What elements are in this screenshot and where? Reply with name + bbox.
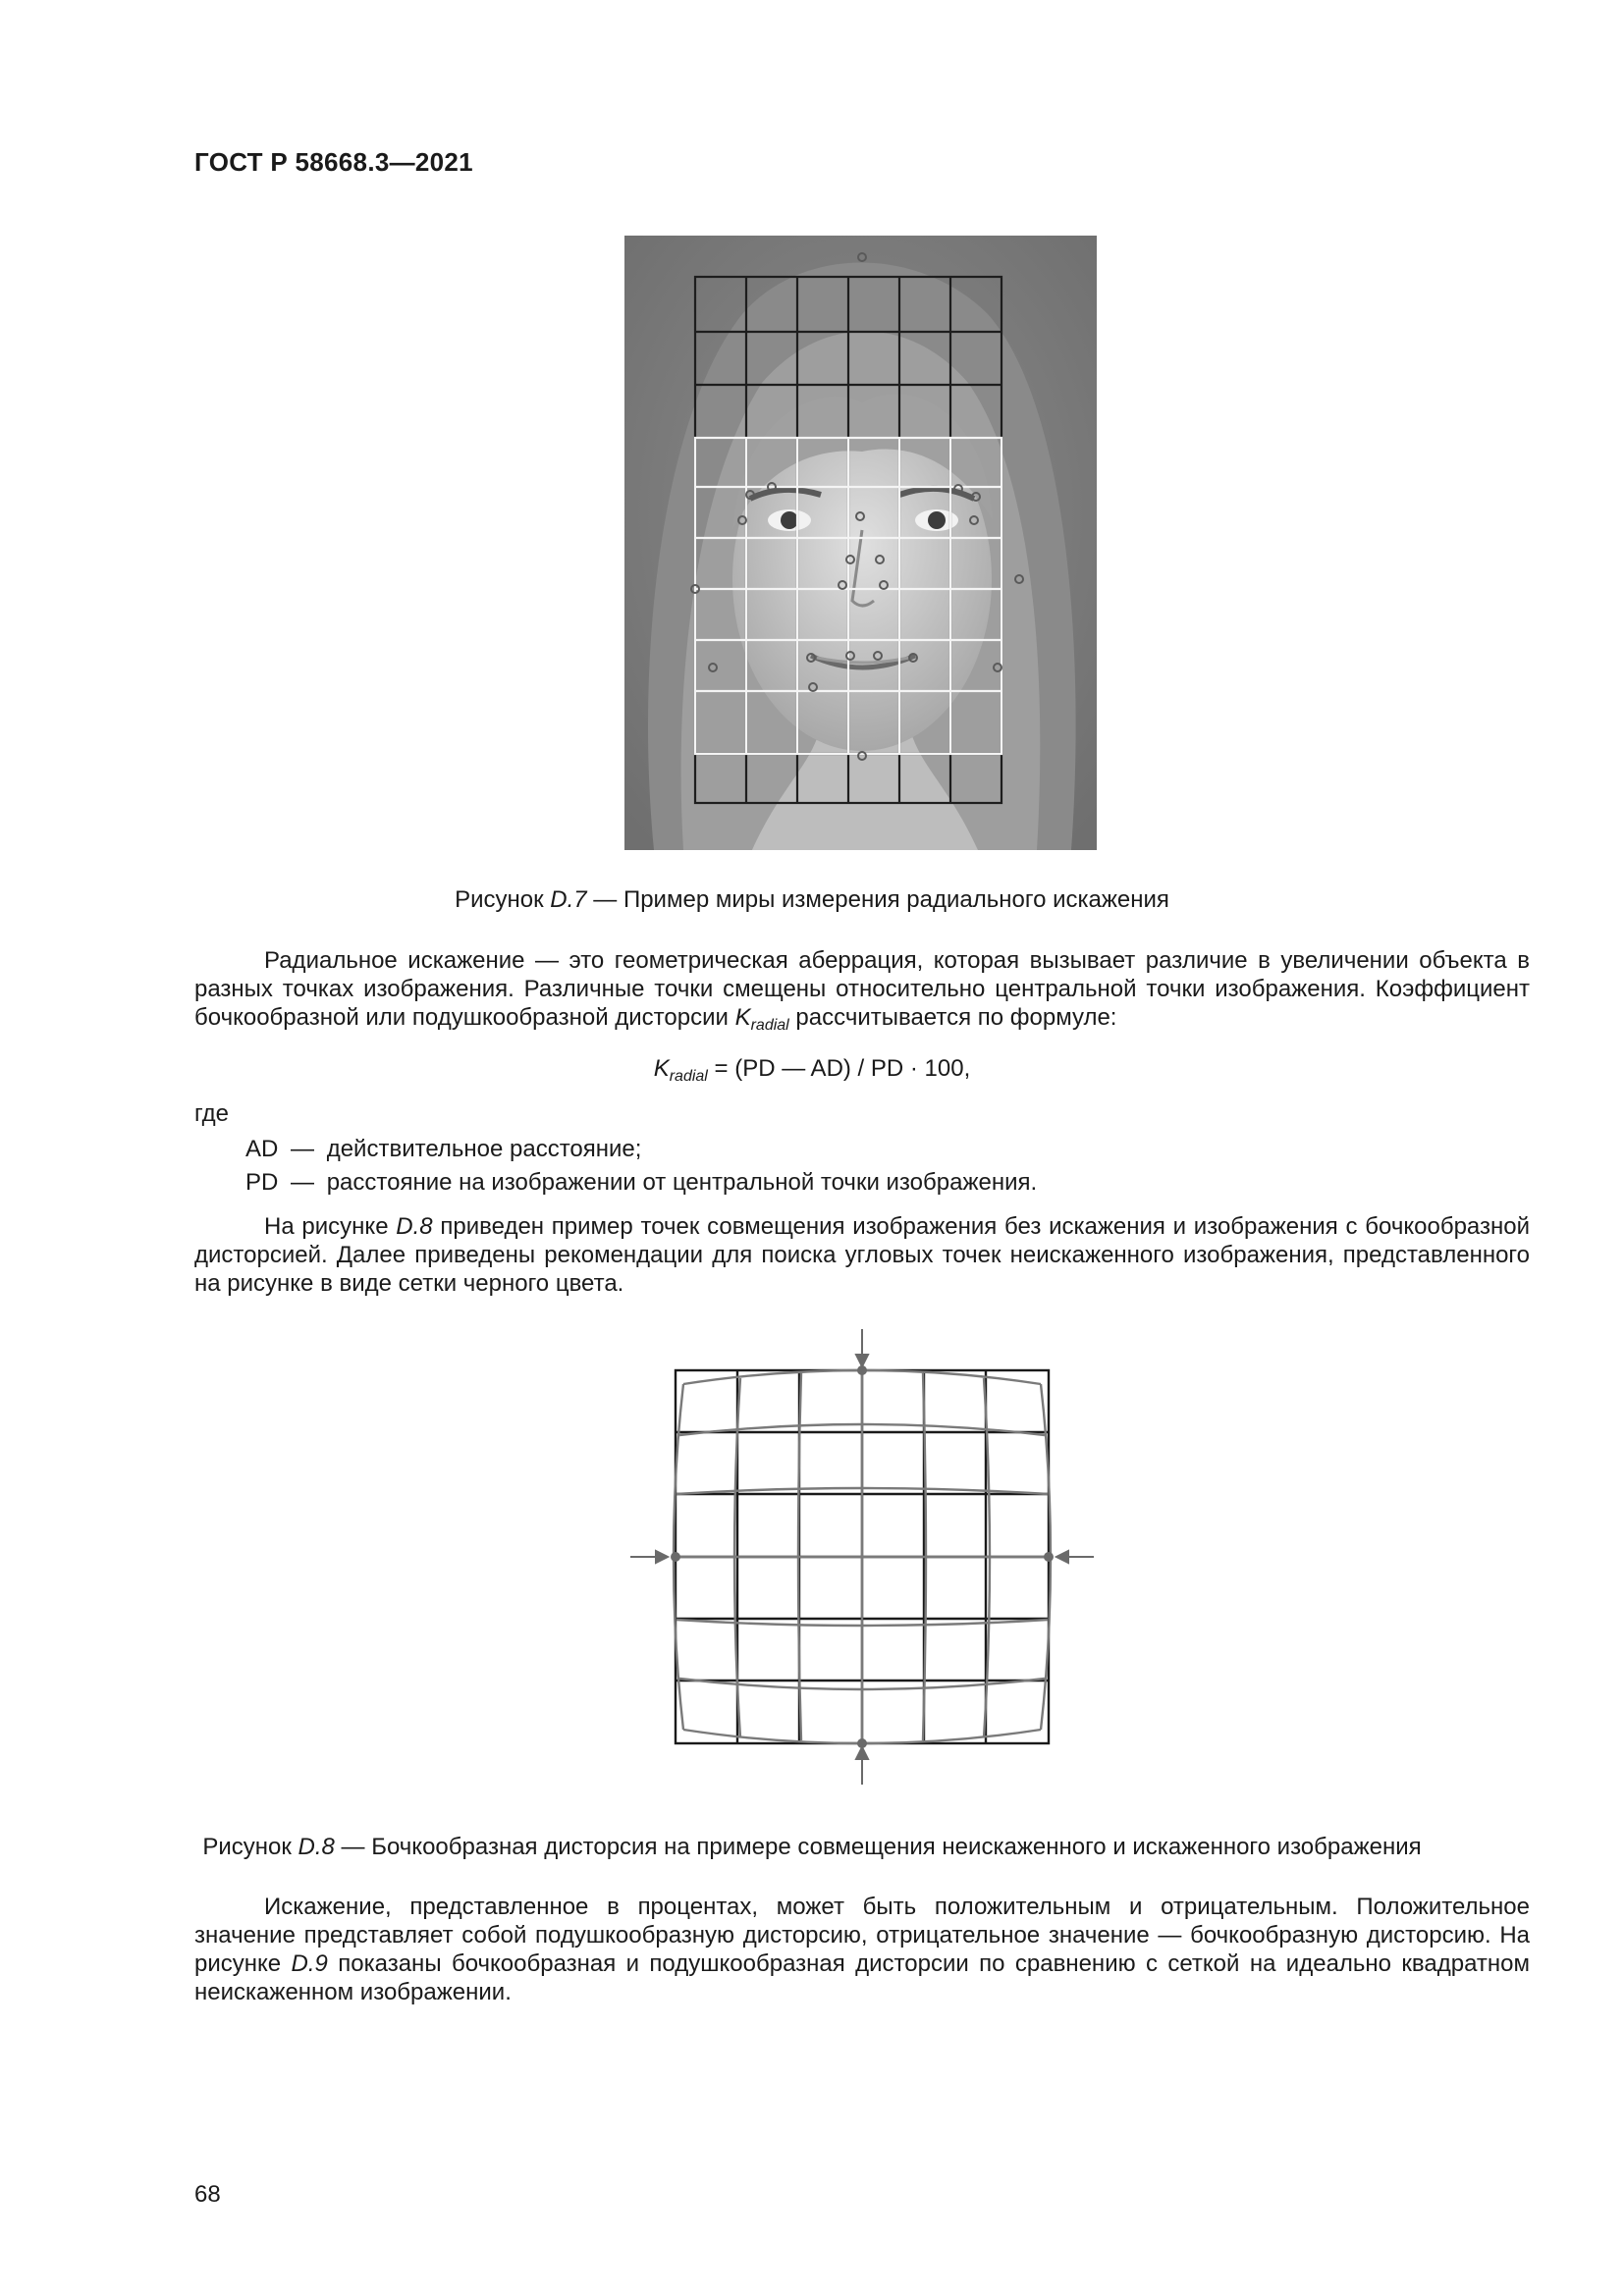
term-definition: действительное расстояние; [326, 1136, 642, 1162]
where-label: где [194, 1100, 230, 1127]
term-definition: расстояние на изображении от центральной точки изображения. [326, 1169, 1038, 1196]
term-abbr: PD [245, 1169, 279, 1196]
barrel-distortion-diagram [624, 1327, 1096, 1789]
paragraph-radial-distortion: Радиальное искажение — это геометрическая аберрация, которая вызывает различие в увеличении объекта в разных точках изображения. Различные точки смещены относительно центральной точки изображения. Коэффициент бочкообразной или подушкообразной дисторсии $K_{radial}$ рассчитывается по формуле: [194, 947, 1530, 1034]
term-dash: — [291, 1169, 315, 1196]
barrel-distortion-figure [624, 1327, 1096, 1789]
term-dash: — [291, 1136, 315, 1162]
page-number: 68 [194, 2181, 221, 2208]
term-abbr: AD [245, 1136, 279, 1162]
paragraph-distortion-sign: Искажение, представленное в процентах, может быть положительным и отрицательным. Положительное значение представляет собой подушкообразную дисторсию, отрицательное значение — бочкообразную дисторсию. На рисунке D.9 показаны бочкообразная и подушкообразная дисторсии по сравнению с сеткой на идеально квадратном неискаженном изображении. [194, 1894, 1531, 2005]
paragraph-figure-d8-intro: На рисунке D.8 приведен пример точек совмещения изображения без искажения и изображения с бочкообразной дисторсией. Далее приведены рекомендации для поиска угловых точек неискаженного изображения, представленного на рисунке в виде сетки черного цвета. [194, 1213, 1531, 1297]
formula-k-radial: $K_{radial} = (PD$ — AD) / PD · 100, [653, 1055, 971, 1085]
document-code: ГОСТ Р 58668.3—2021 [194, 147, 473, 177]
term-pd [245, 1169, 1037, 1197]
radial-distortion-test-photo [624, 236, 1097, 850]
figure-d7-caption: Рисунок D.7 — Пример миры измерения радиального искажения [455, 886, 1169, 913]
distorted-grid [674, 1370, 1051, 1743]
figure-d8-caption: Рисунок D.8 — Бочкообразная дисторсия на примере совмещения неискаженного и искаженного изображения [202, 1834, 1422, 1860]
face-grid-illustration [624, 236, 1097, 850]
term-ad [245, 1136, 641, 1163]
